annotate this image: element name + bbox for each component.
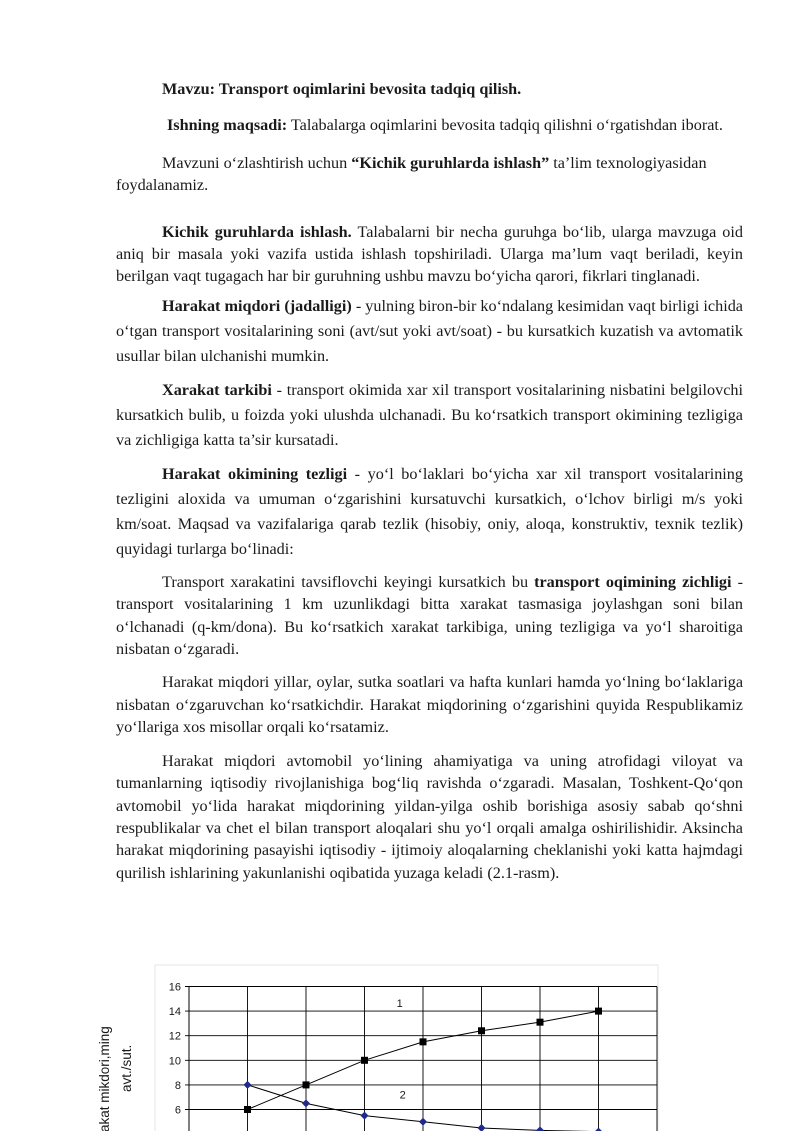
kichik-label: Kichik guruhlarda ishlash. [162,222,352,241]
chart-frame [155,965,658,1131]
zichligi-bold: transport oqimining zichligi [534,572,732,591]
aim-label: Ishning maqsadi: [167,116,288,135]
harakat-miqdori-text: - yulning biron-bir ko‘ndalang kesimidan vaqt birligi ichida o‘tgan transport vositalarining soni (avt/sut yoki avt/soat) - bu kursatkich kuzatish va avtomatik usullar bilan ulchanishi mumkin. [116,296,743,365]
method-before: Mavzuni o‘zlashtirish uchun [162,153,352,172]
chart-svg [90,962,660,1131]
series-1-point [361,1057,368,1064]
series-2-point [361,1112,369,1120]
tezligi-paragraph [116,462,743,562]
zichligi-paragraph [116,571,743,661]
series-1-point [244,1106,251,1113]
method-after: ta’lim texnologiyasidan foydalanamiz. [116,153,707,195]
document-body [116,78,743,895]
aim-text: Talabalarga oqimlarini bevosita tadqiq qilishni o‘rgatishdan iborat. [287,116,723,135]
harakat-miqdori-paragraph [116,294,743,369]
series-1-point [595,1008,602,1015]
xarakat-tarkibi-paragraph [116,378,743,453]
tezligi-text: - yo‘l bo‘laklari bo‘yicha xar xil transport vositalarining tezligini aloxida va umuman o‘zgarishini kursatuvchi kursatkich, o‘lchov birligi m/s yoki km/soat. Maqsad va vazifalariga qarab tezlik (hisobiy, oniy, aloqa, konstruktiv, texnik tezlik) quyidagi turlarga bo‘linadi: [116,464,743,558]
aim-paragraph [116,114,743,136]
series-2-label: 2 [399,1089,406,1102]
changes-paragraph: Harakat miqdori yillar, oylar, sutka soatlari va hafta kunlari hamda yo‘lning bo‘laklariga nisbatan o‘zgaruvchan ko‘rsatkichdir. Harakat miqdorining o‘zgarishini quyida Respublikamiz yo‘llariga xos misollar orqali ko‘rsatamiz. [116,673,743,737]
y-axis-label-line1: akat mikdori,ming [97,1026,112,1131]
traffic-chart [90,962,660,1131]
xarakat-tarkibi-text: - transport okimida xar xil transport vositalarining nisbatini belgilovchi kursatkich bulib, u foizda yoki ulushda ulchanadi. Bu ko‘rsatkich transport okimining tezligiga va zichligiga katta ta’sir kursatadi. [116,380,744,449]
harakat-miqdori-label: Harakat miqdori (jadalligi) [162,296,352,315]
kichik-text: Talabalarni bir necha guruhga bo‘lib, ularga mavzuga oid aniq bir masala yoki vazifa ustida ishlash topshiriladi. Ularga ma’lum vaqt beriladi, keyin berilgan vaqt tugagach har bir guruhning ushbu mavzu bo‘yicha qarori, fikrlari tinglanadi. [116,222,743,286]
y-tick-label: 12 [168,1030,181,1043]
series-1-point [537,1019,544,1026]
y-tick-label: 6 [174,1104,181,1117]
series-1-label: 1 [396,997,403,1010]
kichik-paragraph [116,221,743,288]
y-axis-label-line2: avt./sut. [119,1044,134,1092]
y-tick-label: 8 [174,1079,181,1092]
xarakat-tarkibi-label: Xarakat tarkibi [162,380,272,399]
tezligi-label: Harakat okimining tezligi [162,464,348,483]
y-tick-label: 14 [168,1006,181,1019]
method-paragraph [116,152,743,197]
series-1-point [303,1081,310,1088]
series-2-point [302,1099,310,1107]
zichligi-after: - transport vositalarining 1 km uzunlikdagi bitta xarakat tasmasiga joylashgan soni bilan o‘lchanadi (q-km/dona). Bu ko‘rsatkich xarakat tarkibiga, uning tezligiga va yo‘l sharoitiga nisbatan o‘zgaradi. [116,572,743,659]
method-bold: “Kichik guruhlarda ishlash” [351,153,550,172]
series-1-point [420,1038,427,1045]
series-2-point [595,1128,603,1131]
series-2-point [244,1081,252,1089]
y-tick-label: 10 [168,1055,181,1068]
series-2-point [536,1126,544,1131]
series-1-point [478,1027,485,1034]
series-2-point [419,1118,427,1126]
document-title: Mavzu: Transport oqimlarini bevosita tadqiq qilish. [162,80,522,98]
plot-area [169,982,657,1132]
depends-paragraph: Harakat miqdori avtomobil yo‘lining ahamiyatiga va uning atrofidagi viloyat va tumanlarning iqtisodiy rivojlanishiga bog‘liq ravishda o‘zgaradi. Masalan, Toshkent-Qo‘qon avtomobil yo‘lida harakat miqdorining yildan-yilga oshib borishiga asosiy sabab qo‘shni respublikalar va chet el bilan transport aloqalari shu yo‘l orqali amalga oshirilishidir. Aksincha harakat miqdorining pasayishi iqtisodiy - ijtimoiy aloqalarning cheklanishi yoki katta hajmdagi qurilish ishlarining yakunlanishi oqibatida yuzaga keladi (2.1-rasm). [116,751,743,882]
y-tick-label: 16 [168,981,181,994]
zichligi-before: Transport xarakatini tavsiflovchi keyingi kursatkich bu [162,572,535,591]
series-2-point [478,1124,486,1131]
